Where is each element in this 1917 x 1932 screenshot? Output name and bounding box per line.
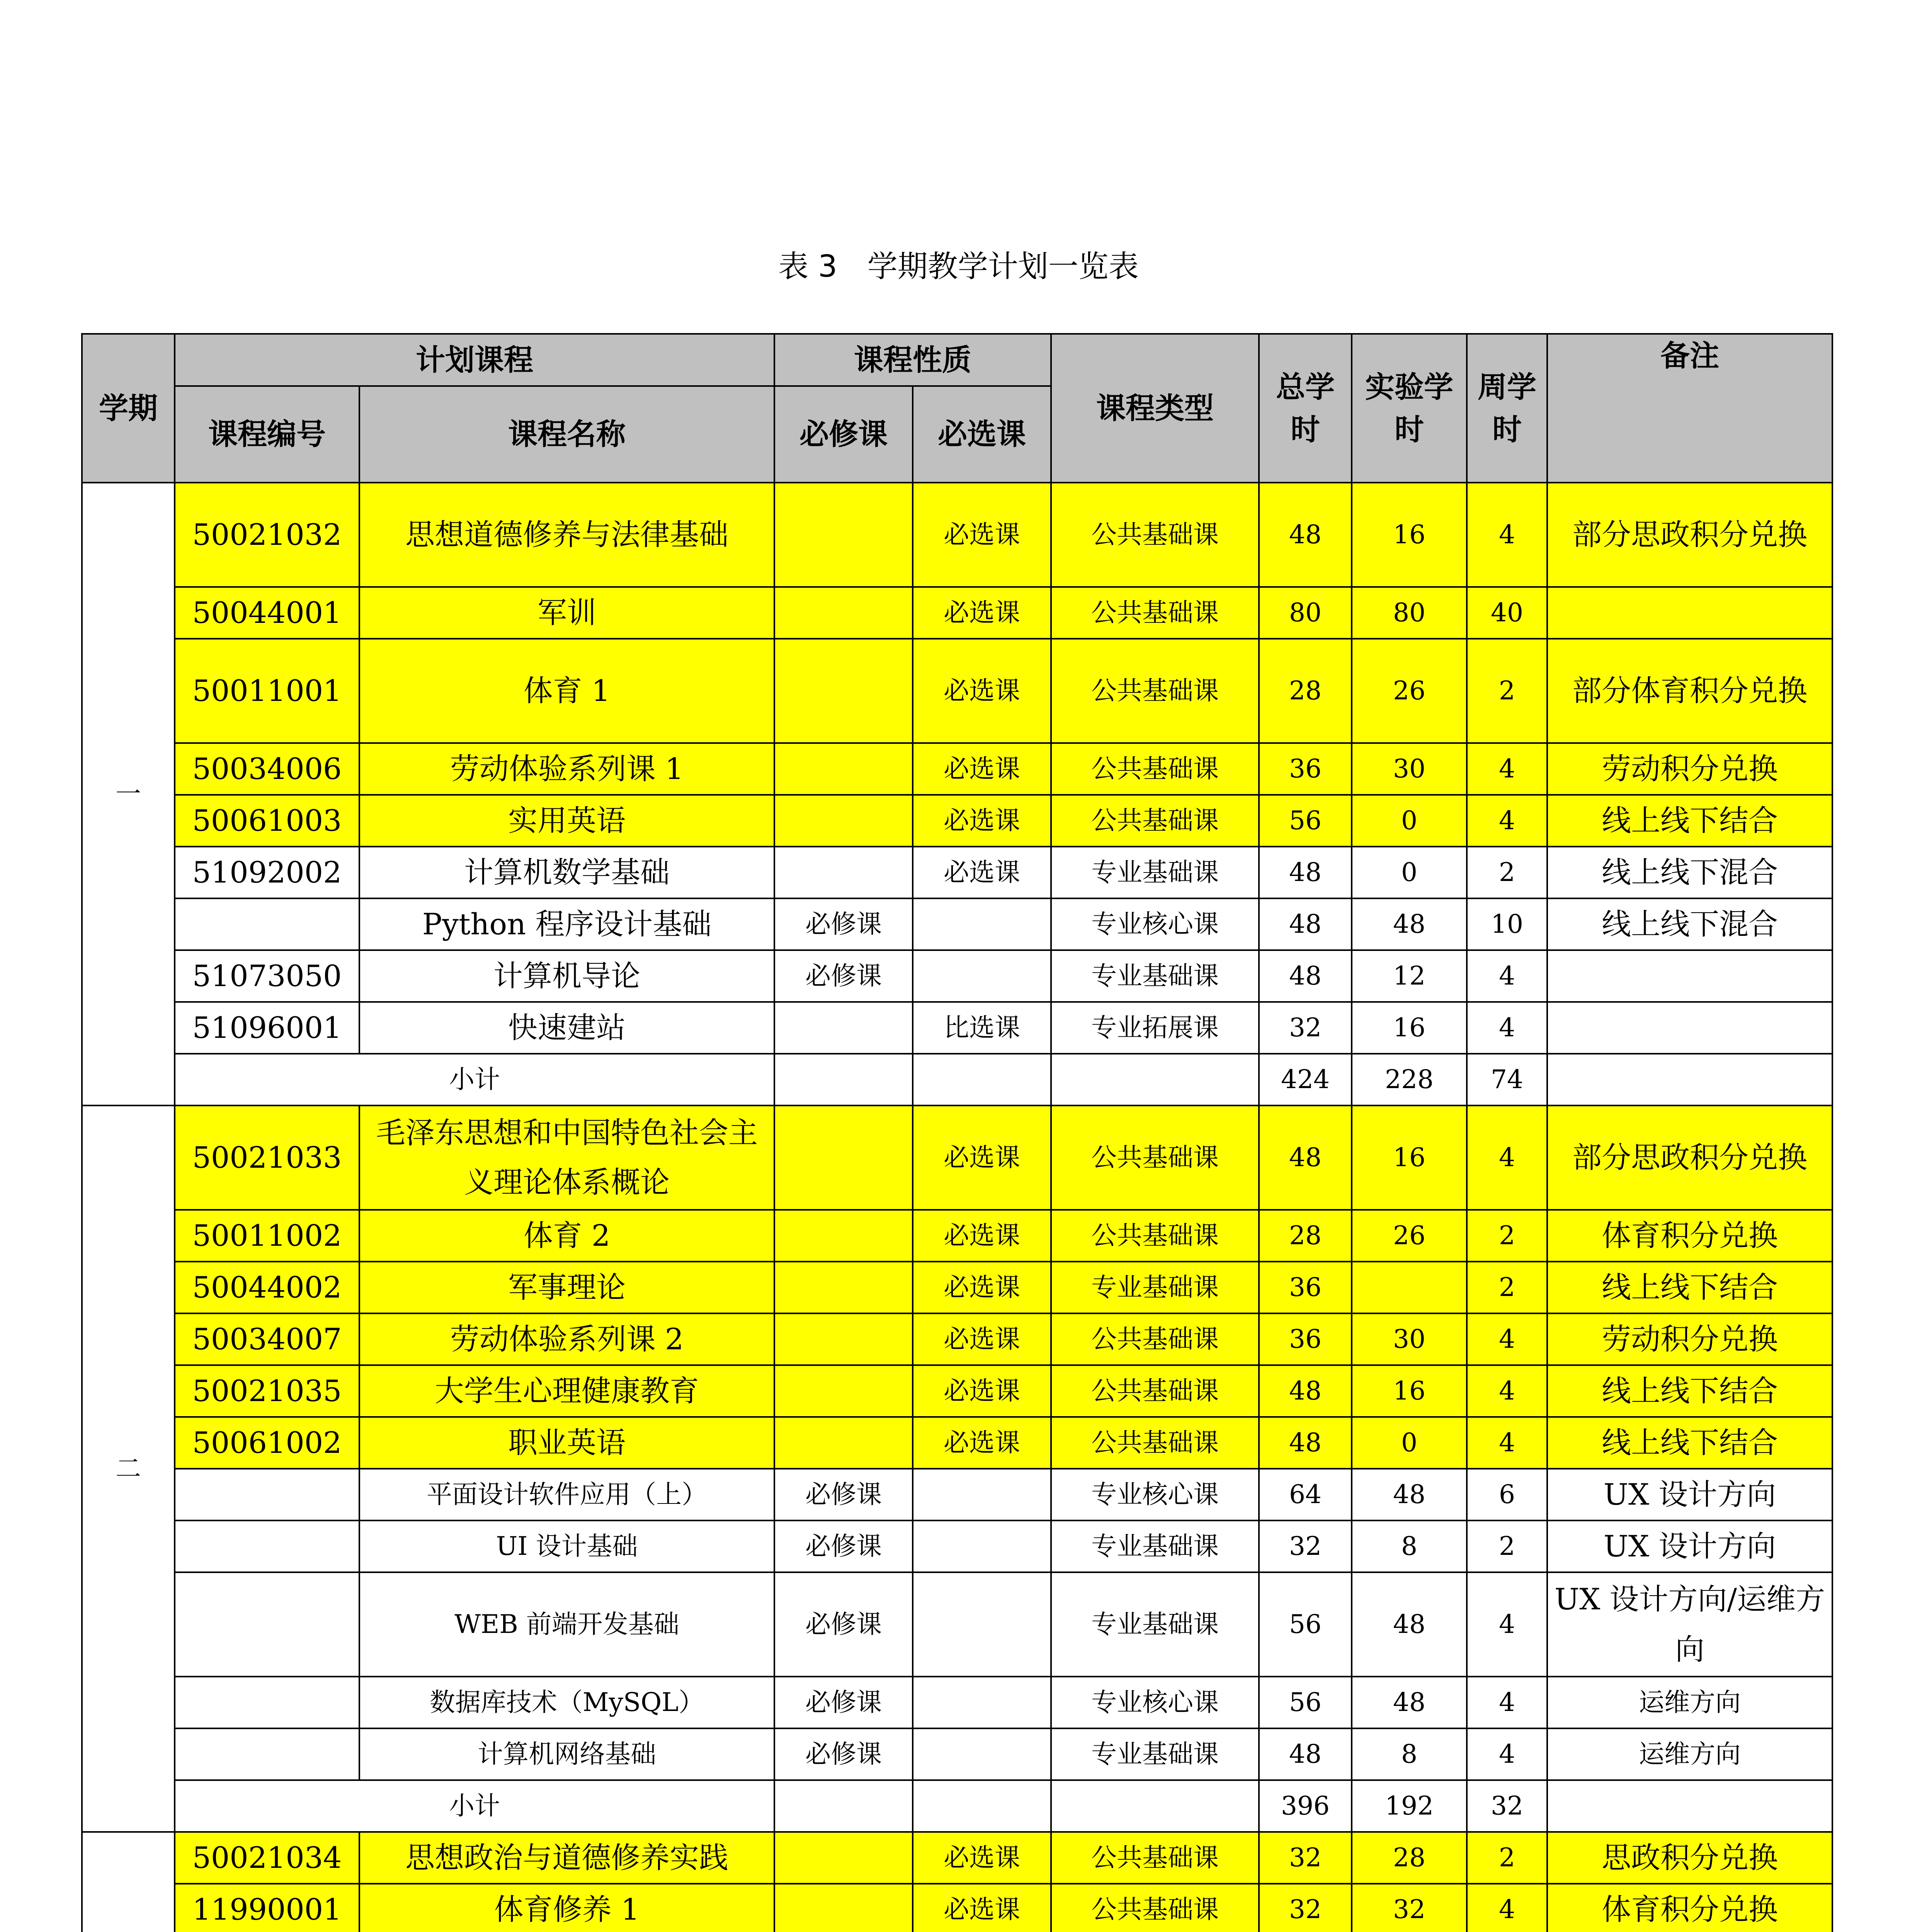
lab-hours: 12 [1352, 950, 1467, 1002]
elective-mark: 必选课 [913, 639, 1051, 743]
required-mark [774, 743, 913, 795]
weekly-hours: 4 [1467, 1002, 1547, 1054]
course-name: 毛泽东思想和中国特色社会主义理论体系概论 [359, 1105, 774, 1210]
table-row [82, 1313, 1832, 1365]
course-code: 50011002 [175, 1210, 359, 1262]
course-name: 数据库技术（MySQL） [359, 1677, 774, 1728]
weekly-hours: 4 [1467, 950, 1547, 1002]
total-hours: 48 [1259, 1728, 1352, 1780]
course-name: 计算机导论 [359, 950, 774, 1002]
required-mark [774, 1313, 913, 1365]
subtotal-lab-hours: 228 [1352, 1054, 1467, 1105]
total-hours: 56 [1259, 1677, 1352, 1728]
table-row [82, 1469, 1832, 1520]
remarks: 线上线下结合 [1547, 1365, 1832, 1417]
remarks: UX 设计方向/运维方向 [1547, 1572, 1832, 1677]
table-title: 表 3 学期教学计划一览表 [778, 249, 1139, 284]
lab-hours: 8 [1352, 1728, 1467, 1780]
weekly-hours: 4 [1467, 1677, 1547, 1728]
course-type: 公共基础课 [1051, 795, 1259, 847]
weekly-hours: 4 [1467, 1313, 1547, 1365]
course-code: 51073050 [175, 950, 359, 1002]
lab-hours: 28 [1352, 1832, 1467, 1884]
table-row [82, 898, 1832, 950]
course-name: 体育 2 [359, 1210, 774, 1262]
empty-cell [774, 1780, 913, 1832]
required-mark: 必修课 [774, 1520, 913, 1572]
course-code [175, 1677, 359, 1728]
header-weekly-hours: 周学时 [1467, 334, 1547, 483]
total-hours: 48 [1259, 950, 1352, 1002]
table-row [82, 1365, 1832, 1417]
remarks: 部分体育积分兑换 [1547, 639, 1832, 743]
lab-hours: 32 [1352, 1884, 1467, 1932]
total-hours: 48 [1259, 483, 1352, 587]
required-mark [774, 1002, 913, 1054]
course-name: 大学生心理健康教育 [359, 1365, 774, 1417]
course-type: 专业基础课 [1051, 950, 1259, 1002]
remarks [1547, 1002, 1832, 1054]
table-row [82, 950, 1832, 1002]
lab-hours: 26 [1352, 1210, 1467, 1262]
course-type: 公共基础课 [1051, 483, 1259, 587]
subtotal-label: 小计 [175, 1780, 774, 1832]
total-hours: 36 [1259, 1313, 1352, 1365]
required-mark [774, 1105, 913, 1210]
elective-mark: 必选课 [913, 1262, 1051, 1313]
total-hours: 56 [1259, 795, 1352, 847]
header-plan-course: 计划课程 [175, 334, 774, 386]
weekly-hours: 4 [1467, 1572, 1547, 1677]
weekly-hours: 2 [1467, 1832, 1547, 1884]
weekly-hours: 6 [1467, 1469, 1547, 1520]
table-row [82, 743, 1832, 795]
course-code: 51096001 [175, 1002, 359, 1054]
elective-mark: 必选课 [913, 587, 1051, 639]
course-code [175, 1469, 359, 1520]
weekly-hours: 10 [1467, 898, 1547, 950]
course-type: 公共基础课 [1051, 1365, 1259, 1417]
weekly-hours: 2 [1467, 847, 1547, 898]
remarks: 部分思政积分兑换 [1547, 1105, 1832, 1210]
total-hours: 48 [1259, 1365, 1352, 1417]
table-row [82, 639, 1832, 743]
subtotal-lab-hours: 192 [1352, 1780, 1467, 1832]
required-mark [774, 1884, 913, 1932]
remarks: 线上线下结合 [1547, 1262, 1832, 1313]
course-type: 公共基础课 [1051, 1210, 1259, 1262]
lab-hours: 0 [1352, 847, 1467, 898]
course-code: 50021035 [175, 1365, 359, 1417]
total-hours: 48 [1259, 1417, 1352, 1469]
remarks: 劳动积分兑换 [1547, 1313, 1832, 1365]
required-mark [774, 1365, 913, 1417]
course-code: 50021033 [175, 1105, 359, 1210]
table-row [82, 1210, 1832, 1262]
total-hours: 80 [1259, 587, 1352, 639]
course-name: 计算机数学基础 [359, 847, 774, 898]
table-row [82, 847, 1832, 898]
lab-hours: 8 [1352, 1520, 1467, 1572]
lab-hours: 48 [1352, 1572, 1467, 1677]
course-type: 公共基础课 [1051, 743, 1259, 795]
table-row [82, 795, 1832, 847]
table-row [82, 1262, 1832, 1313]
course-name: 体育 1 [359, 639, 774, 743]
elective-mark [913, 1572, 1051, 1677]
course-name: 军训 [359, 587, 774, 639]
subtotal-total-hours: 396 [1259, 1780, 1352, 1832]
course-name: 军事理论 [359, 1262, 774, 1313]
remarks: UX 设计方向 [1547, 1520, 1832, 1572]
course-code: 50034006 [175, 743, 359, 795]
lab-hours: 48 [1352, 898, 1467, 950]
elective-mark: 比选课 [913, 1002, 1051, 1054]
weekly-hours: 40 [1467, 587, 1547, 639]
course-type: 专业基础课 [1051, 1520, 1259, 1572]
total-hours: 32 [1259, 1520, 1352, 1572]
empty-cell [1051, 1780, 1259, 1832]
remarks: UX 设计方向 [1547, 1469, 1832, 1520]
lab-hours: 48 [1352, 1469, 1467, 1520]
table-row [82, 1728, 1832, 1780]
required-mark: 必修课 [774, 898, 913, 950]
course-code: 50021034 [175, 1832, 359, 1884]
weekly-hours: 2 [1467, 1520, 1547, 1572]
weekly-hours: 2 [1467, 1262, 1547, 1313]
elective-mark [913, 1469, 1051, 1520]
table-row [82, 483, 1832, 587]
remarks [1547, 587, 1832, 639]
lab-hours: 48 [1352, 1677, 1467, 1728]
course-name: 劳动体验系列课 2 [359, 1313, 774, 1365]
course-type: 专业基础课 [1051, 1728, 1259, 1780]
course-name: 快速建站 [359, 1002, 774, 1054]
course-name: WEB 前端开发基础 [359, 1572, 774, 1677]
required-mark: 必修课 [774, 950, 913, 1002]
total-hours: 48 [1259, 847, 1352, 898]
table-row [82, 1572, 1832, 1677]
remarks [1547, 950, 1832, 1002]
total-hours: 28 [1259, 1210, 1352, 1262]
course-type: 公共基础课 [1051, 1832, 1259, 1884]
required-mark [774, 847, 913, 898]
weekly-hours: 4 [1467, 1365, 1547, 1417]
course-type: 公共基础课 [1051, 1105, 1259, 1210]
weekly-hours: 4 [1467, 743, 1547, 795]
course-type: 公共基础课 [1051, 1884, 1259, 1932]
semester-label: 二 [82, 1105, 175, 1832]
lab-hours: 30 [1352, 1313, 1467, 1365]
remarks: 体育积分兑换 [1547, 1884, 1832, 1932]
required-mark [774, 1832, 913, 1884]
lab-hours: 80 [1352, 587, 1467, 639]
remarks: 思政积分兑换 [1547, 1832, 1832, 1884]
header-elective: 必选课 [913, 386, 1051, 483]
remarks: 线上线下混合 [1547, 847, 1832, 898]
elective-mark [913, 1677, 1051, 1728]
required-mark [774, 795, 913, 847]
table-row [82, 1832, 1832, 1884]
required-mark [774, 639, 913, 743]
required-mark: 必修课 [774, 1677, 913, 1728]
course-type: 公共基础课 [1051, 1313, 1259, 1365]
course-code: 50021032 [175, 483, 359, 587]
subtotal-label: 小计 [175, 1054, 774, 1105]
remarks: 运维方向 [1547, 1677, 1832, 1728]
required-mark [774, 587, 913, 639]
subtotal-row [82, 1054, 1832, 1105]
header-remarks: 备注 [1547, 334, 1832, 483]
elective-mark: 必选课 [913, 847, 1051, 898]
table-row [82, 587, 1832, 639]
remarks: 劳动积分兑换 [1547, 743, 1832, 795]
empty-cell [1051, 1054, 1259, 1105]
required-mark [774, 483, 913, 587]
total-hours: 56 [1259, 1572, 1352, 1677]
weekly-hours: 2 [1467, 639, 1547, 743]
empty-cell [1547, 1780, 1832, 1832]
elective-mark: 必选课 [913, 1210, 1051, 1262]
course-type: 专业核心课 [1051, 898, 1259, 950]
total-hours: 32 [1259, 1832, 1352, 1884]
elective-mark: 必选课 [913, 1832, 1051, 1884]
table-row [82, 1417, 1832, 1469]
header-required: 必修课 [774, 386, 913, 483]
total-hours: 48 [1259, 898, 1352, 950]
empty-cell [913, 1054, 1051, 1105]
subtotal-total-hours: 424 [1259, 1054, 1352, 1105]
course-code [175, 1728, 359, 1780]
lab-hours: 0 [1352, 1417, 1467, 1469]
elective-mark [913, 1520, 1051, 1572]
course-code: 11990001 [175, 1884, 359, 1932]
lab-hours: 16 [1352, 1105, 1467, 1210]
required-mark [774, 1210, 913, 1262]
table-row [82, 1884, 1832, 1932]
course-name: 思想政治与道德修养实践 [359, 1832, 774, 1884]
elective-mark: 必选课 [913, 483, 1051, 587]
course-type: 专业基础课 [1051, 1262, 1259, 1313]
remarks: 体育积分兑换 [1547, 1210, 1832, 1262]
course-code [175, 1520, 359, 1572]
total-hours: 36 [1259, 743, 1352, 795]
header-total-hours: 总学时 [1259, 334, 1352, 483]
course-name: Python 程序设计基础 [359, 898, 774, 950]
subtotal-row [82, 1780, 1832, 1832]
elective-mark: 必选课 [913, 1884, 1051, 1932]
course-name: 体育修养 1 [359, 1884, 774, 1932]
course-code: 51092002 [175, 847, 359, 898]
header-course-type: 课程类型 [1051, 334, 1259, 483]
header-semester: 学期 [82, 334, 175, 483]
elective-mark: 必选课 [913, 1105, 1051, 1210]
weekly-hours: 4 [1467, 1884, 1547, 1932]
weekly-hours: 4 [1467, 483, 1547, 587]
table-row [82, 1520, 1832, 1572]
course-code: 50044001 [175, 587, 359, 639]
course-name: 职业英语 [359, 1417, 774, 1469]
course-name: 计算机网络基础 [359, 1728, 774, 1780]
header-course-nature: 课程性质 [774, 334, 1051, 386]
header-lab-hours: 实验学时 [1352, 334, 1467, 483]
remarks: 线上线下结合 [1547, 795, 1832, 847]
semester-label [82, 1832, 175, 1932]
course-code [175, 898, 359, 950]
remarks: 运维方向 [1547, 1728, 1832, 1780]
lab-hours [1352, 1262, 1467, 1313]
lab-hours: 0 [1352, 795, 1467, 847]
course-type: 公共基础课 [1051, 587, 1259, 639]
lab-hours: 26 [1352, 639, 1467, 743]
course-code [175, 1572, 359, 1677]
course-type: 专业拓展课 [1051, 1002, 1259, 1054]
lab-hours: 30 [1352, 743, 1467, 795]
course-name: 实用英语 [359, 795, 774, 847]
total-hours: 36 [1259, 1262, 1352, 1313]
teaching-plan-table [81, 333, 1833, 1932]
required-mark [774, 1262, 913, 1313]
course-name: UI 设计基础 [359, 1520, 774, 1572]
weekly-hours: 2 [1467, 1210, 1547, 1262]
empty-cell [1547, 1054, 1832, 1105]
course-type: 公共基础课 [1051, 1417, 1259, 1469]
course-type: 公共基础课 [1051, 639, 1259, 743]
elective-mark: 必选课 [913, 795, 1051, 847]
required-mark: 必修课 [774, 1572, 913, 1677]
elective-mark: 必选课 [913, 1365, 1051, 1417]
table-row [82, 1677, 1832, 1728]
weekly-hours: 4 [1467, 1417, 1547, 1469]
required-mark: 必修课 [774, 1469, 913, 1520]
weekly-hours: 4 [1467, 1105, 1547, 1210]
total-hours: 32 [1259, 1002, 1352, 1054]
total-hours: 48 [1259, 1105, 1352, 1210]
course-code: 50061003 [175, 795, 359, 847]
remarks: 线上线下混合 [1547, 898, 1832, 950]
table-row [82, 1105, 1832, 1210]
required-mark: 必修课 [774, 1728, 913, 1780]
header-course-name: 课程名称 [359, 386, 774, 483]
total-hours: 64 [1259, 1469, 1352, 1520]
required-mark [774, 1417, 913, 1469]
lab-hours: 16 [1352, 483, 1467, 587]
elective-mark [913, 898, 1051, 950]
weekly-hours: 4 [1467, 795, 1547, 847]
empty-cell [913, 1780, 1051, 1832]
elective-mark: 必选课 [913, 743, 1051, 795]
remarks: 部分思政积分兑换 [1547, 483, 1832, 587]
total-hours: 32 [1259, 1884, 1352, 1932]
course-code: 50044002 [175, 1262, 359, 1313]
course-type: 专业基础课 [1051, 847, 1259, 898]
semester-label: 一 [82, 483, 175, 1105]
lab-hours: 16 [1352, 1002, 1467, 1054]
subtotal-weekly-hours: 74 [1467, 1054, 1547, 1105]
header-course-code: 课程编号 [175, 386, 359, 483]
course-name: 思想道德修养与法律基础 [359, 483, 774, 587]
course-type: 专业基础课 [1051, 1572, 1259, 1677]
course-code: 50011001 [175, 639, 359, 743]
course-type: 专业核心课 [1051, 1469, 1259, 1520]
lab-hours: 16 [1352, 1365, 1467, 1417]
elective-mark: 必选课 [913, 1313, 1051, 1365]
weekly-hours: 4 [1467, 1728, 1547, 1780]
course-type: 专业核心课 [1051, 1677, 1259, 1728]
course-name: 平面设计软件应用（上） [359, 1469, 774, 1520]
elective-mark [913, 1728, 1051, 1780]
course-name: 劳动体验系列课 1 [359, 743, 774, 795]
table-row [82, 1002, 1832, 1054]
course-code: 50061002 [175, 1417, 359, 1469]
elective-mark: 必选课 [913, 1417, 1051, 1469]
empty-cell [774, 1054, 913, 1105]
elective-mark [913, 950, 1051, 1002]
remarks: 线上线下结合 [1547, 1417, 1832, 1469]
total-hours: 28 [1259, 639, 1352, 743]
subtotal-weekly-hours: 32 [1467, 1780, 1547, 1832]
course-code: 50034007 [175, 1313, 359, 1365]
